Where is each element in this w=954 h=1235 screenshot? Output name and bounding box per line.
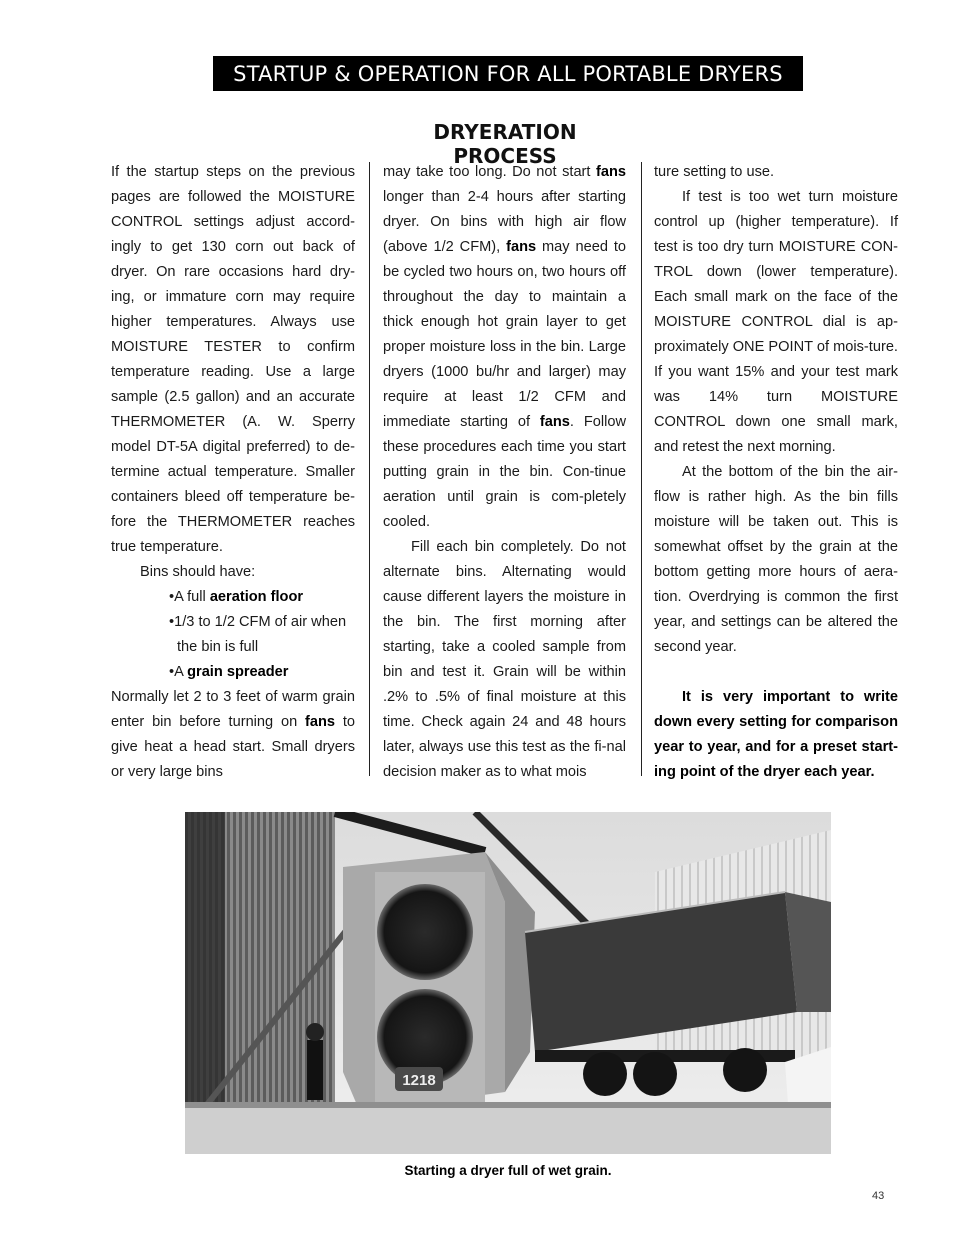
paragraph	[383, 160, 626, 535]
bins-intro: Bins should have:	[140, 564, 256, 580]
spacer	[654, 660, 898, 685]
photo-caption: Starting a dryer full of wet grain.	[404, 1163, 612, 1178]
text-column-3	[654, 160, 898, 785]
bullet-item	[111, 585, 355, 610]
page-number: 43	[872, 1190, 885, 1202]
bold-text-run: fans	[595, 164, 626, 180]
bold-text-run: fans	[506, 239, 537, 255]
section-banner	[213, 56, 803, 91]
text-run: Normally let 2 to 3 feet of warm grain enter bin before turning on	[111, 689, 355, 730]
page-title: DRYERATION PROCESS	[433, 120, 577, 168]
bullet-continuation: the bin is full	[177, 639, 259, 655]
paragraph	[111, 685, 355, 785]
paragraph: If the startup steps on the previous pages are followed the MOISTURE CONTROL settings adjust accord-ingly to get 130 corn out back of dryer. On rare occasions hard dry-ing, or immature corn may require higher temperatures. Always use MOISTURE TESTER to confirm temperature reading. Use a large sample (2.5 gallon) and an accurate THERMOMETER (A. W. Sperry model DT-5A digital preferred) to de-termine actual temperature. Smaller containers bleed off temperature be-fore the THERMOMETER reaches true temperature.	[111, 164, 355, 555]
bullet-text: •A	[169, 664, 188, 680]
text-column-2	[383, 160, 626, 785]
text-run: to give heat a head start. Small dryers or very large bins	[111, 714, 355, 780]
text-run: may need to be cycled two hours on, two hours off throughout the day to maintain a thick enough hot grain layer to get proper moisture loss in the bin. Large dryers (1000 bu/hr and larger) may require at least 1/2 CFM and immediate starting of	[383, 239, 626, 430]
emphasis-paragraph: It is very important to write down every setting for comparison year to year, and for a preset start-ing point of the dryer each year.	[654, 689, 898, 780]
text-run: . Follow these procedures each time you start putting grain in the bin. Con-tinue aeration until grain is com-pletely cooled.	[383, 414, 626, 530]
bullet-text: •A full	[169, 589, 210, 605]
bold-text-run: fans	[305, 714, 336, 730]
column-divider	[641, 162, 642, 776]
text-column-1	[111, 160, 355, 785]
bullet-item: •1/3 to 1/2 CFM of air when	[169, 614, 347, 630]
paragraph: ture setting to use.	[654, 164, 775, 180]
bullet-bold-text: aeration floor	[209, 589, 304, 605]
dryer-photo	[185, 812, 831, 1154]
text-run: longer than 2-4 hours after starting dryer. On bins with high air flow (above 1/2 CFM),	[383, 189, 626, 255]
paragraph: If test is too wet turn moisture control up (higher temperature). If test is too dry turn MOISTURE CON-TROL down (lower temperature). Each small mark on the face of the MOISTURE CONTROL dial is ap-proximately ONE POINT of mois-ture. If you want 15% and your test mark was 14% turn MOISTURE CONTROL down one small mark, and retest the next morning.	[654, 189, 898, 455]
bold-text-run: fans	[539, 414, 570, 430]
bullet-item	[111, 660, 355, 685]
dryer-model-label: 1218	[402, 1072, 436, 1089]
column-divider	[369, 162, 370, 776]
paragraph: Fill each bin completely. Do not alternate bins. Alternating would cause different layers the moisture in the bin. The first morning after starting, take a cooled sample from bin and test it. Grain will be within .2% to .5% of final moisture at this time. Check again 24 and 48 hours later, always use this test as the fi-nal decision maker as to what mois	[383, 539, 626, 780]
paragraph: At the bottom of the bin the air-flow is rather high. As the bin fills moisture will be taken out. This is somewhat offset by the grain at the bottom getting more hours of aera-tion. Overdrying is common the first year, and settings can be altered the second year.	[654, 464, 898, 655]
text-run: may take too long. Do not start	[383, 164, 596, 180]
banner-title: STARTUP & OPERATION FOR ALL PORTABLE DRYERS	[233, 61, 783, 86]
bullet-bold-text: grain spreader	[187, 664, 289, 680]
